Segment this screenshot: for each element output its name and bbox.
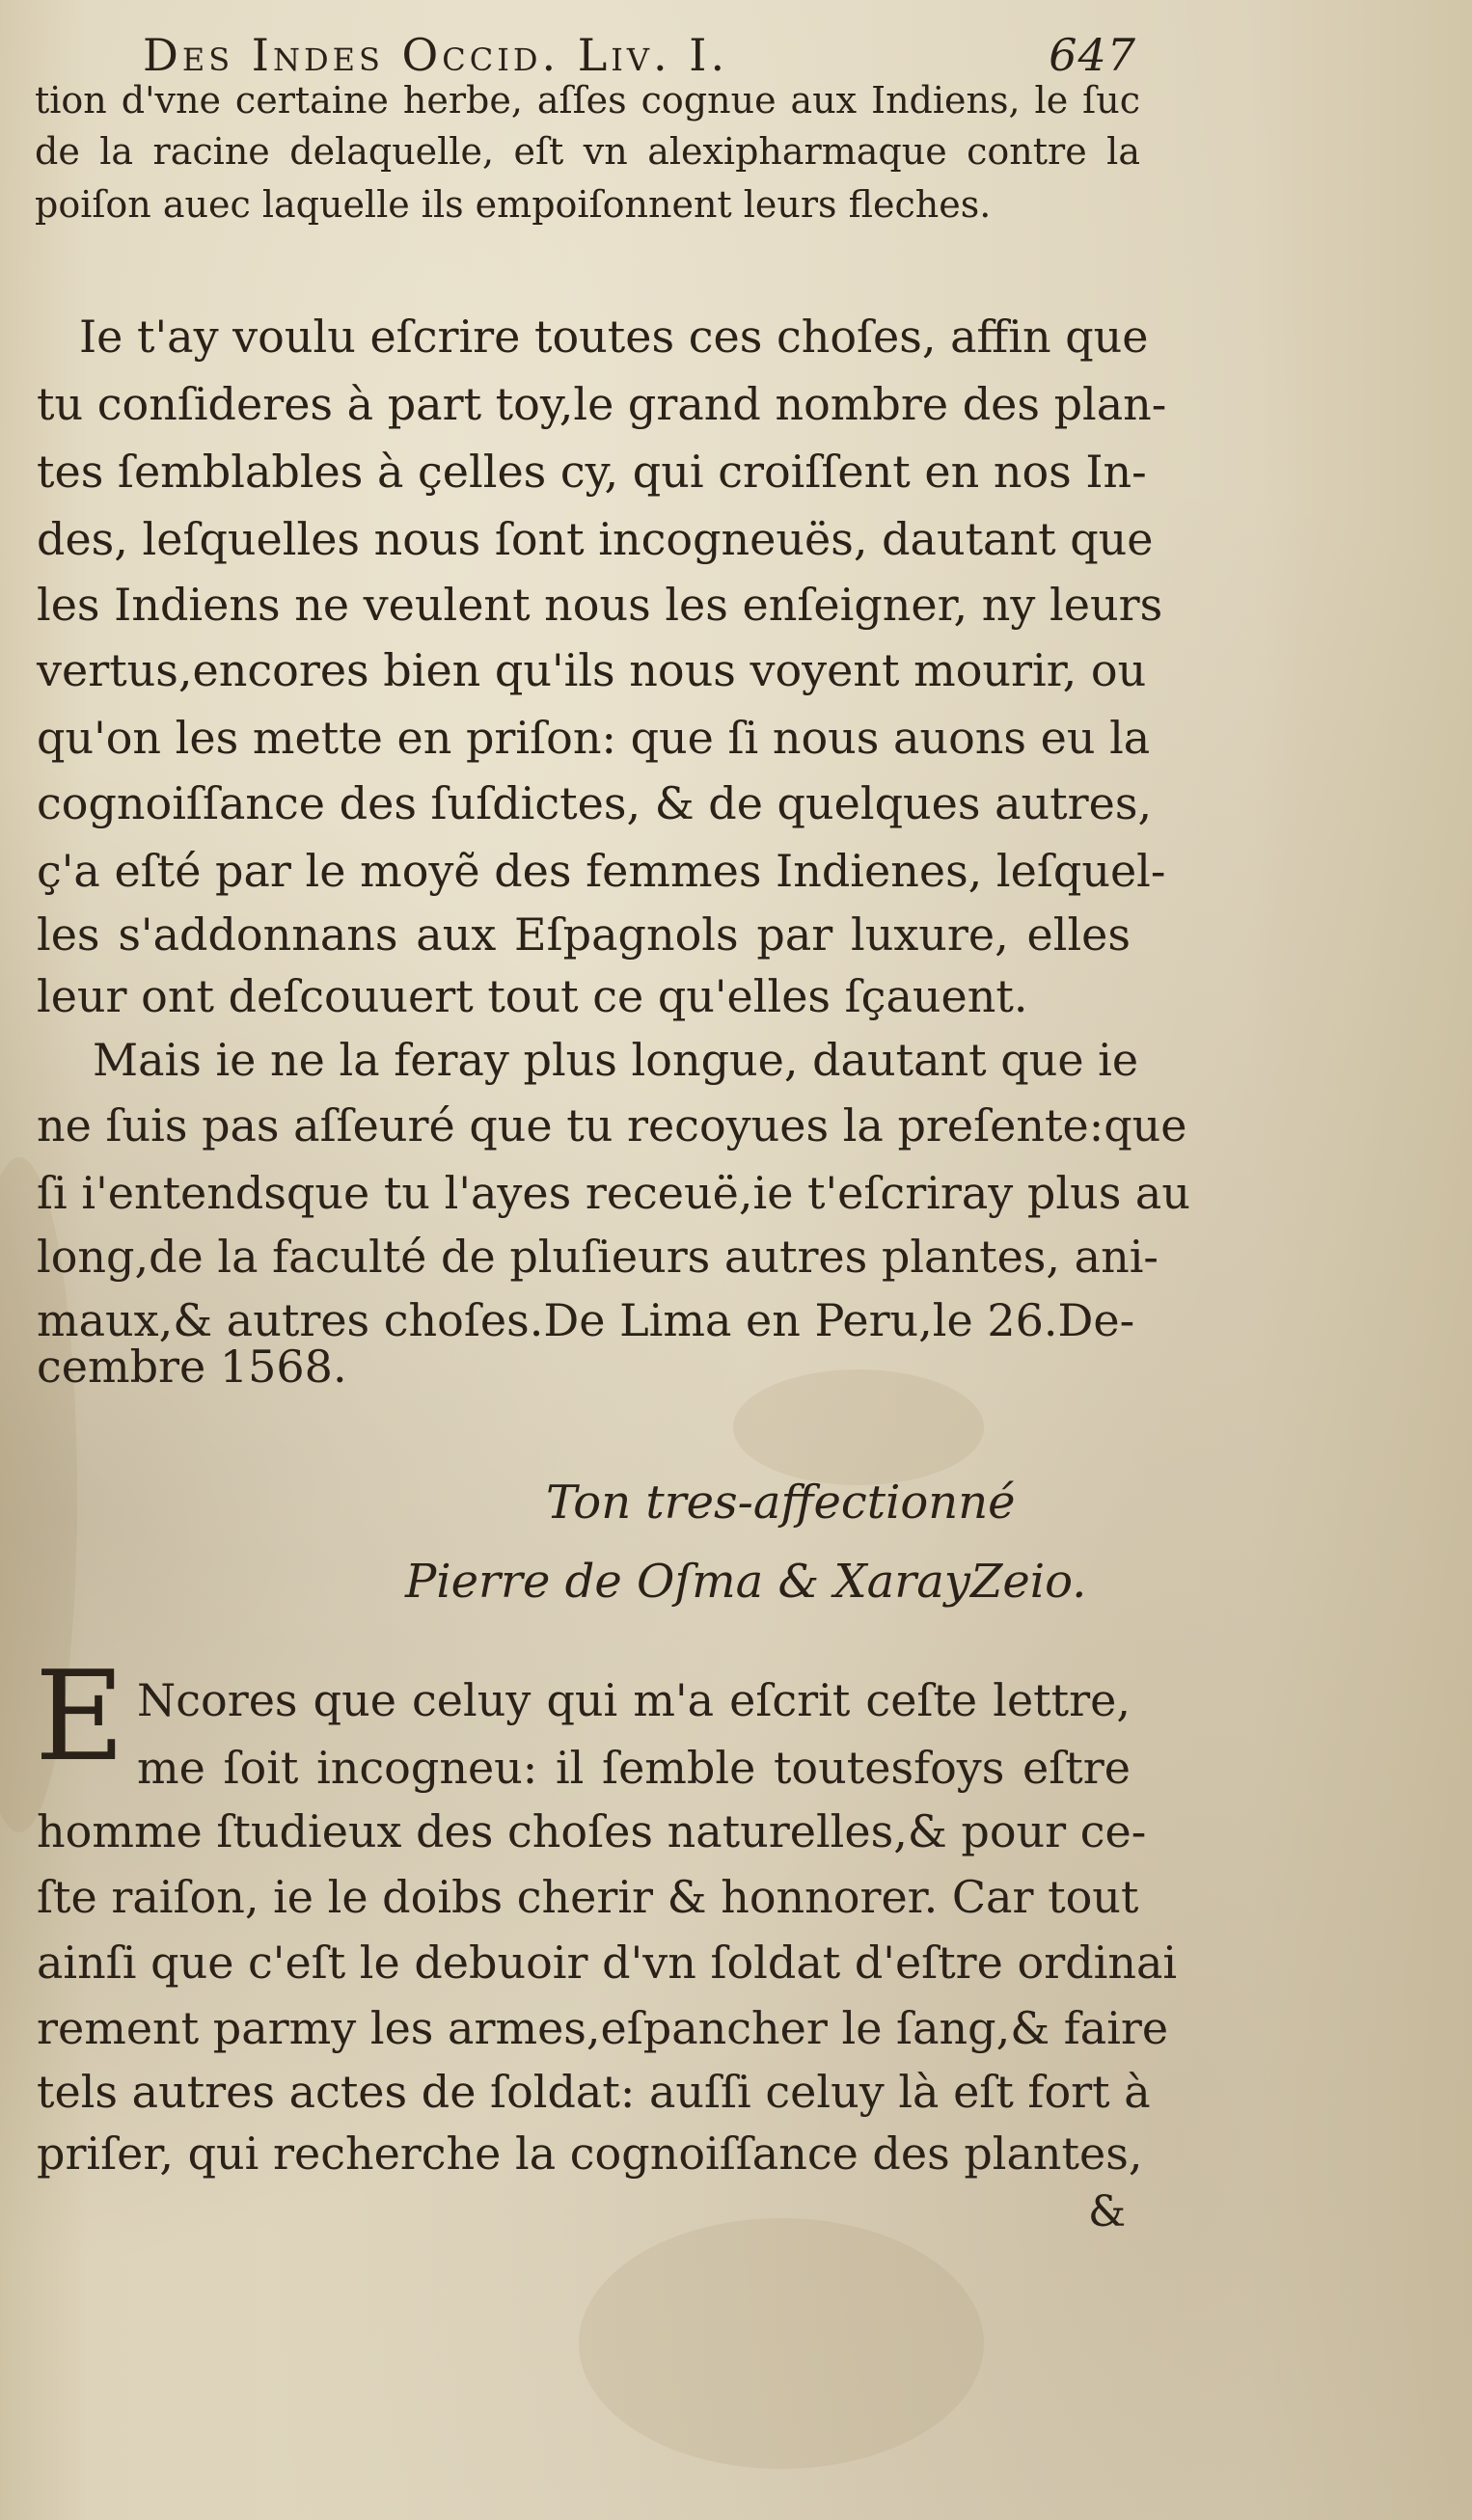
text-line: Ncores que celuy qui m'a eſcrit ceſte lettre, xyxy=(137,1674,1131,1726)
text-line: cognoiſſance des ſuſdictes, & de quelques autres, xyxy=(37,777,1153,829)
text-line: me ſoit incogneu: il ſemble toutesfoys eſtre xyxy=(137,1742,1131,1794)
text-line: Mais ie ne la feray plus longue, dautant que ie xyxy=(93,1034,1139,1086)
paper-stain xyxy=(579,2218,984,2469)
text-line: tels autres actes de ſoldat: auſſi celuy là eſt fort à xyxy=(37,2066,1151,2118)
text-line: homme ſtudieux des choſes naturelles,& pour ce- xyxy=(37,1805,1147,1857)
text-line: vertus,encores bien qu'ils nous voyent mourir, ou xyxy=(37,644,1147,696)
text-line: ſi i'entendsque tu l'ayes receuë,ie t'eſcriray plus au xyxy=(37,1167,1190,1219)
text-line: tes ſemblables à çelles cy, qui croiſſent en nos In- xyxy=(37,446,1147,498)
text-line: ſte raiſon, ie le doibs cherir & honnorer. Car tout xyxy=(37,1871,1139,1923)
text-line: priſer, qui recherche la cognoiſſance des plantes, xyxy=(37,2127,1143,2180)
text-line: les Indiens ne veulent nous les enſeigner, ny leurs xyxy=(37,579,1163,631)
text-line: tion d'vne certaine herbe, aſſes cognue aux Indiens, le ſuc xyxy=(35,79,1140,122)
text-line: poiſon auec laquelle ils empoiſonnent leurs fleches. xyxy=(35,183,992,226)
paper-stain xyxy=(733,1369,984,1485)
catchword: & xyxy=(1088,2187,1127,2236)
text-line: ainſi que c'eſt le debuoir d'vn ſoldat d'eſtre ordinai xyxy=(37,1937,1178,1989)
text-line: de la racine delaquelle, eſt vn alexipharmaque contre la xyxy=(35,130,1140,173)
page-number: 647 xyxy=(1049,29,1136,81)
text-line: les s'addonnans aux Eſpagnols par luxure, elles xyxy=(37,908,1131,961)
text-line: cembre 1568. xyxy=(37,1341,347,1393)
signature-closing: Ton tres-affectionné xyxy=(546,1476,1016,1530)
text-line: ç'a eſté par le moyẽ des femmes Indienes, leſquel- xyxy=(37,845,1166,897)
text-line: des, leſquelles nous ſont incogneuës, dautant que xyxy=(37,513,1154,565)
text-line: tu conſideres à part toy,le grand nombre des plan- xyxy=(37,378,1167,430)
signature-name: Pierre de Oſma & XarayZeio. xyxy=(405,1555,1087,1609)
drop-cap: E xyxy=(35,1645,125,1789)
text-line: ne ſuis pas aſſeuré que tu recoyues la preſente:que xyxy=(37,1099,1187,1152)
text-line: Ie t'ay voulu eſcrire toutes ces choſes, affin que xyxy=(79,311,1149,363)
running-title: Des Indes Occid. Liv. I. xyxy=(143,29,729,81)
text-line: long,de la faculté de pluſieurs autres plantes, ani- xyxy=(37,1231,1159,1283)
text-line: maux,& autres choſes.De Lima en Peru,le 26.De- xyxy=(37,1294,1135,1346)
text-line: leur ont deſcouuert tout ce qu'elles ſçauent. xyxy=(37,970,1028,1022)
text-line: qu'on les mette en priſon: que ſi nous auons eu la xyxy=(37,712,1151,764)
text-line: rement parmy les armes,eſpancher le ſang,& faire xyxy=(37,2002,1169,2054)
